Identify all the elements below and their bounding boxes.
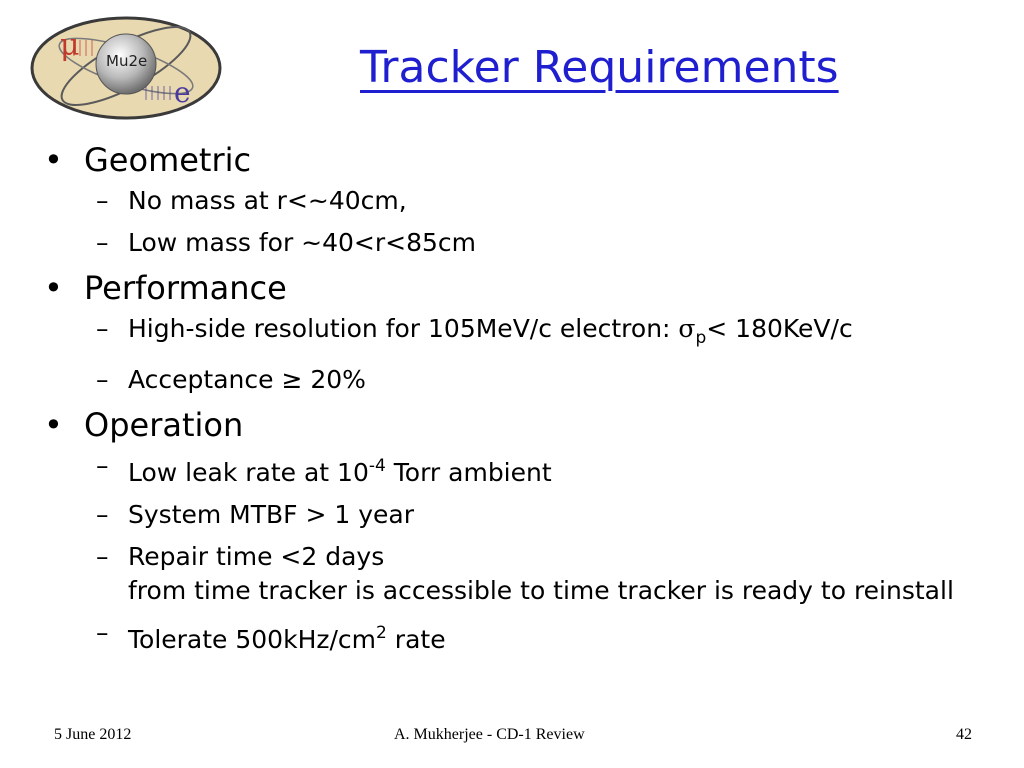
sub-bullet-text: No mass at r<~40cm, xyxy=(128,186,407,215)
sub-bullet xyxy=(44,312,1004,355)
sub-bullet xyxy=(44,449,1004,490)
slide-title: Tracker Requirements xyxy=(360,42,839,93)
sub-bullet-text: System MTBF > 1 year xyxy=(128,500,415,529)
superscript: -4 xyxy=(368,456,386,476)
bullet-heading: Operation xyxy=(84,406,244,444)
sub-bullet-text-after: Torr ambient xyxy=(385,458,552,487)
sub-bullet xyxy=(44,498,1004,532)
dash-icon: – xyxy=(96,228,109,257)
bullet-operation xyxy=(44,403,1004,447)
sub-bullet-text: Low mass for ~40<r<85cm xyxy=(128,228,477,257)
bullet-heading: Performance xyxy=(84,269,287,307)
dash-icon: – xyxy=(96,451,109,480)
bullet-icon: • xyxy=(44,406,63,444)
mu2e-logo-text: Mu2e xyxy=(106,52,148,70)
sub-bullet-text-after: rate xyxy=(386,625,446,654)
bullet-icon: • xyxy=(44,269,63,307)
dash-icon: – xyxy=(96,500,109,529)
dash-icon: – xyxy=(96,542,109,571)
bullet-performance xyxy=(44,266,1004,310)
mu2e-logo xyxy=(28,14,224,122)
bullet-geometric xyxy=(44,138,1004,182)
dash-icon: – xyxy=(96,186,109,215)
sub-bullet-text-continuation: from time tracker is accessible to time tracker is ready to reinstall xyxy=(128,576,954,605)
superscript: 2 xyxy=(376,623,387,643)
sigma-subscript: p xyxy=(695,328,707,348)
sub-bullet xyxy=(44,184,1004,218)
footer-date: 5 June 2012 xyxy=(54,726,132,743)
footer-page-number: 42 xyxy=(956,726,972,743)
footer-presenter: A. Mukherjee - CD-1 Review xyxy=(394,726,585,743)
sub-bullet-text: Low leak rate at 10 xyxy=(128,458,369,487)
sub-bullet-text: Repair time <2 days xyxy=(128,542,385,571)
sub-bullet-text: High-side resolution for 105MeV/c electron: xyxy=(128,314,679,343)
sub-bullet xyxy=(44,616,1004,657)
sigma-symbol: σ xyxy=(678,314,696,343)
sub-bullet xyxy=(44,226,1004,260)
sub-bullet-text: Acceptance ≥ 20% xyxy=(128,365,366,394)
mu2e-logo-mu: μ xyxy=(60,28,80,63)
bullet-icon: • xyxy=(44,141,63,179)
dash-icon: – xyxy=(96,314,109,343)
bullet-heading: Geometric xyxy=(84,141,252,179)
dash-icon: – xyxy=(96,365,109,394)
sub-bullet-text-after: < 180KeV/c xyxy=(706,314,853,343)
slide-body xyxy=(44,138,1004,657)
sub-bullet-text: Tolerate 500kHz/cm xyxy=(128,625,377,654)
mu2e-logo-e: e xyxy=(174,76,191,109)
sub-bullet xyxy=(44,540,1004,608)
sub-bullet xyxy=(44,363,1004,397)
dash-icon: – xyxy=(96,618,109,647)
